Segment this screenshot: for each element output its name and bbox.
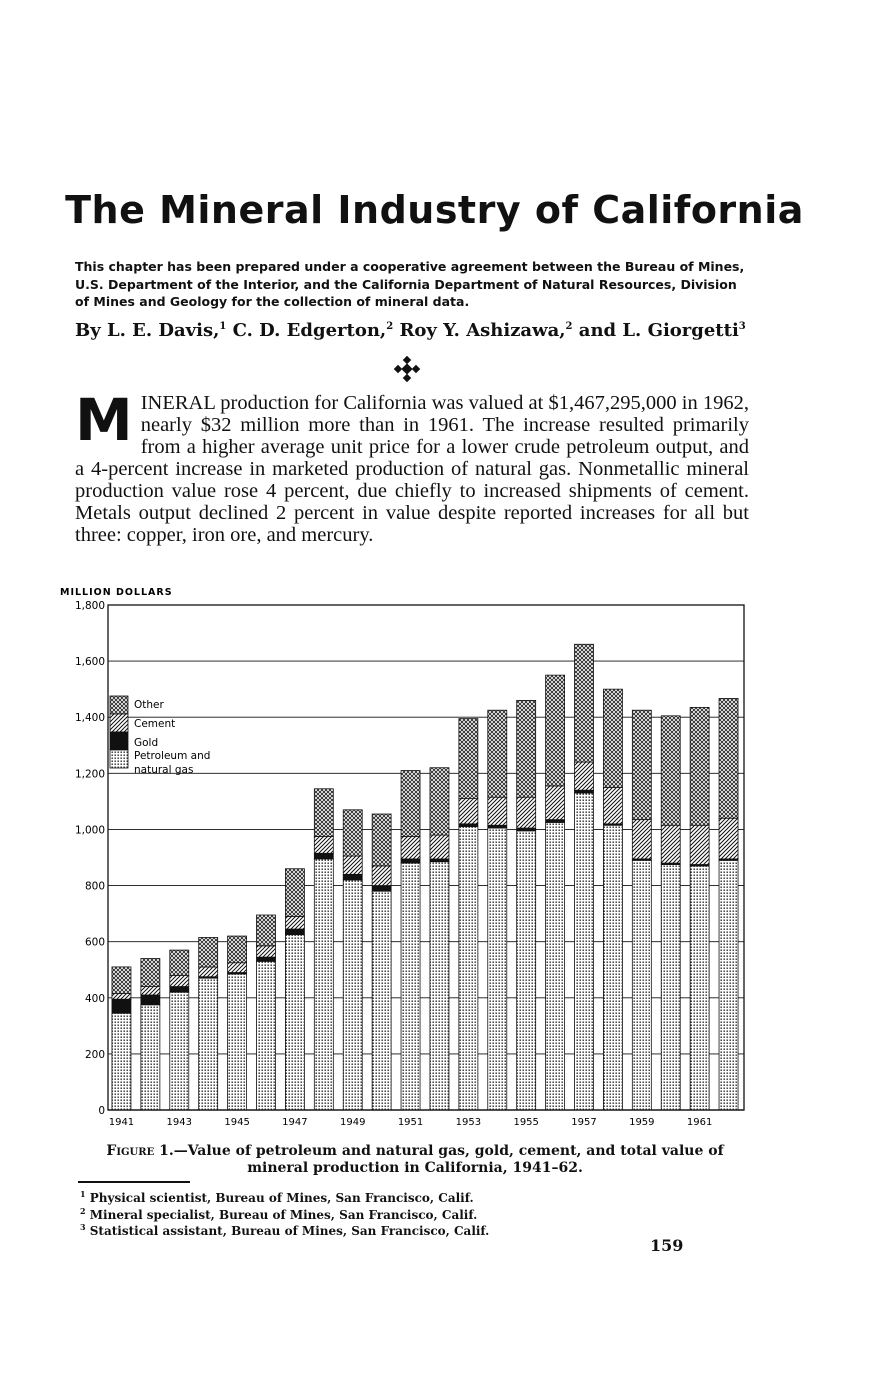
y-tick-label: 800 <box>84 880 105 893</box>
x-tick-label: 1955 <box>513 1117 539 1128</box>
y-tick-labels <box>75 600 105 1117</box>
x-tick-label: 1959 <box>629 1117 655 1128</box>
y-tick-label: 1,400 <box>74 712 105 725</box>
legend-label: natural gas <box>134 764 194 776</box>
x-tick-label: 1951 <box>397 1117 424 1128</box>
bar-segment-other <box>575 644 594 762</box>
bar-segment-gold <box>459 824 478 827</box>
bar-segment-petroleum-and-natural-gas <box>257 961 276 1110</box>
bar-segment-cement <box>632 820 651 859</box>
bar-segment-other <box>690 707 709 825</box>
bar-segment-cement <box>517 797 536 828</box>
bar-segment-other <box>199 937 218 966</box>
caption-text: —Value of petroleum and natural gas, gold, cement, and total value of mineral production in California, 1941–62. <box>173 1143 724 1176</box>
bar-segment-other <box>719 698 738 818</box>
bar-segment-cement <box>285 916 304 929</box>
bar-segment-petroleum-and-natural-gas <box>314 859 333 1110</box>
bar-segment-cement <box>546 786 565 820</box>
bar-segment-gold <box>401 859 420 863</box>
author-prefix: By <box>75 320 101 341</box>
bar-segment-petroleum-and-natural-gas <box>517 831 536 1110</box>
footnote-text: Statistical assistant, Bureau of Mines, San Francisco, Calif. <box>89 1224 490 1238</box>
y-tick-label: 600 <box>84 936 105 949</box>
x-tick-label: 1945 <box>224 1117 250 1128</box>
x-tick-label: 1953 <box>455 1117 482 1128</box>
author-note-mark: 2 <box>565 321 573 332</box>
bar-segment-gold <box>314 853 333 859</box>
bar-segment-gold <box>546 820 565 823</box>
ornament-icon <box>394 356 420 382</box>
author-name: L. E. Davis, <box>106 320 220 341</box>
bar-segment-petroleum-and-natural-gas <box>459 827 478 1110</box>
bar-segment-other <box>430 768 449 835</box>
page-title: The Mineral Industry of California <box>65 188 804 232</box>
bar-segment-gold <box>141 995 160 1005</box>
x-tick-label: 1961 <box>686 1117 713 1128</box>
bar-segment-other <box>632 710 651 819</box>
intro-paragraph <box>75 386 749 546</box>
bar-segment-cement <box>372 866 391 886</box>
bar-segment-petroleum-and-natural-gas <box>170 992 189 1110</box>
bar-segment-cement <box>112 994 131 1000</box>
bar-segment-cement <box>314 836 333 853</box>
bar-segment-other <box>314 789 333 837</box>
x-tick-label: 1957 <box>571 1117 597 1128</box>
intro-text: INERAL production for California was valued at $1,467,295,000 in 1962, nearly $32 million more than in 1961. The increase resulted primarily from a higher average unit price for a lower crude petroleum output, and a 4-percent increase in marketed production of natural gas. Nonmetallic mineral production value rose 4 percent, due chiefly to increased shipments of cement. Metals output declined 2 percent in value despite reported increases for all but three: copper, iron ore, and mercury. <box>75 392 749 546</box>
bar-segment-other <box>141 959 160 987</box>
bar-segment-other <box>112 967 131 994</box>
y-tick-label: 1,800 <box>74 600 105 612</box>
bar-segment-gold <box>517 828 536 831</box>
legend-swatch <box>110 714 128 732</box>
y-tick-label: 1,200 <box>74 768 105 781</box>
author-line <box>75 320 765 341</box>
bar-segment-cement <box>401 836 420 858</box>
bar-segment-gold <box>257 957 276 961</box>
bar-segment-other <box>401 771 420 837</box>
footnotes <box>80 1188 489 1238</box>
bar-segment-other <box>517 700 536 797</box>
bar-segment-cement <box>459 799 478 824</box>
bar-segment-petroleum-and-natural-gas <box>141 1005 160 1110</box>
y-tick-label: 1,000 <box>74 824 105 837</box>
footnote <box>80 1221 489 1238</box>
bar-segment-other <box>285 869 304 917</box>
bar-segment-cement <box>257 946 276 957</box>
bar-segment-petroleum-and-natural-gas <box>488 828 507 1110</box>
bar-segment-petroleum-and-natural-gas <box>401 863 420 1110</box>
y-tick-label: 1,600 <box>74 656 105 669</box>
bar-segment-petroleum-and-natural-gas <box>603 825 622 1110</box>
y-tick-label: 200 <box>84 1048 105 1061</box>
bar-segment-petroleum-and-natural-gas <box>343 880 362 1110</box>
y-tick-label: 400 <box>84 992 105 1005</box>
bar-segment-gold <box>343 874 362 880</box>
bar-segment-cement <box>141 987 160 995</box>
footnote-mark: 1 <box>80 1189 86 1199</box>
footnote-mark: 2 <box>80 1205 86 1216</box>
bar-segment-cement <box>603 787 622 823</box>
footnote-mark: 3 <box>80 1222 86 1232</box>
bar-segment-gold <box>430 859 449 862</box>
bar-segment-petroleum-and-natural-gas <box>690 866 709 1110</box>
bar-segment-other <box>257 915 276 946</box>
page-number: 159 <box>650 1236 684 1255</box>
bar-segment-gold <box>285 929 304 935</box>
bar-segment-cement <box>719 818 738 859</box>
bar-segment-petroleum-and-natural-gas <box>372 891 391 1110</box>
x-tick-label: 1943 <box>166 1117 192 1128</box>
bar-segment-other <box>488 710 507 797</box>
legend-swatch <box>110 732 128 750</box>
legend-swatch <box>110 696 128 714</box>
bar-segment-gold <box>112 999 131 1013</box>
figure-label: Figure 1. <box>106 1143 174 1159</box>
bar-segment-cement <box>228 963 247 973</box>
figure-caption <box>75 1143 755 1177</box>
bar-segment-gold <box>170 987 189 993</box>
x-tick-label: 1949 <box>340 1117 366 1128</box>
bar-segment-petroleum-and-natural-gas <box>719 860 738 1110</box>
bar-segment-petroleum-and-natural-gas <box>632 860 651 1110</box>
bar-segment-gold <box>488 825 507 828</box>
x-tick-label: 1947 <box>282 1117 308 1128</box>
bar-segment-other <box>170 950 189 975</box>
bar-segment-gold <box>372 886 391 892</box>
legend-label: Gold <box>134 737 159 749</box>
x-tick-labels <box>109 1117 713 1128</box>
bar-segment-cement <box>488 797 507 825</box>
author-note-mark: 1 <box>219 321 227 332</box>
author-note-mark: 2 <box>386 321 394 332</box>
footnote <box>80 1205 489 1222</box>
bar-segment-gold <box>575 790 594 793</box>
bar-segment-petroleum-and-natural-gas <box>199 978 218 1110</box>
bar-segment-petroleum-and-natural-gas <box>430 862 449 1110</box>
bar-segment-other <box>343 810 362 856</box>
mineral-value-chart <box>60 580 800 1140</box>
bar-segment-other <box>546 675 565 786</box>
bar-segment-cement <box>690 825 709 864</box>
footnote-text: Mineral specialist, Bureau of Mines, San Francisco, Calif. <box>89 1207 478 1222</box>
bar-segment-other <box>661 716 680 825</box>
bar-segment-cement <box>199 967 218 977</box>
author-name: C. D. Edgerton, <box>232 320 387 341</box>
bar-segment-other <box>372 814 391 866</box>
bar-segment-petroleum-and-natural-gas <box>228 974 247 1110</box>
bar-segment-cement <box>170 975 189 986</box>
bar-segment-other <box>228 936 247 963</box>
bar-group <box>112 644 738 1110</box>
bar-segment-cement <box>343 856 362 874</box>
author-note-mark: 3 <box>738 321 746 332</box>
bar-segment-other <box>603 689 622 787</box>
chart-legend <box>110 696 210 776</box>
bar-segment-petroleum-and-natural-gas <box>661 865 680 1110</box>
bar-segment-petroleum-and-natural-gas <box>575 793 594 1110</box>
bar-segment-petroleum-and-natural-gas <box>112 1013 131 1110</box>
legend-label: Other <box>134 699 164 711</box>
bar-segment-cement <box>661 825 680 863</box>
y-tick-label: 0 <box>98 1105 105 1117</box>
footnote <box>80 1188 489 1205</box>
footnote-text: Physical scientist, Bureau of Mines, San Francisco, Calif. <box>89 1191 474 1205</box>
legend-label: Petroleum and <box>134 750 211 762</box>
legend-swatch <box>110 750 128 768</box>
bar-segment-cement <box>430 835 449 859</box>
bar-segment-petroleum-and-natural-gas <box>546 822 565 1110</box>
bar-segment-cement <box>575 762 594 790</box>
x-tick-label: 1941 <box>108 1117 135 1128</box>
author-name: Roy Y. Ashizawa, <box>399 320 566 341</box>
drop-cap: M <box>75 386 133 454</box>
legend-label: Cement <box>134 718 176 730</box>
footnote-rule <box>78 1181 190 1183</box>
bar-segment-petroleum-and-natural-gas <box>285 935 304 1110</box>
bar-segment-other <box>459 719 478 799</box>
cooperative-agreement-note: This chapter has been prepared under a cooperative agreement between the Bureau of Mines, U.S. Department of the Interior, and the California Department of Natural Resources, Division of Mines and Geology for the collection of mineral data. <box>75 259 745 309</box>
y-axis-label: MILLION DOLLARS <box>60 587 173 598</box>
author-name: and L. Giorgetti <box>578 320 739 341</box>
